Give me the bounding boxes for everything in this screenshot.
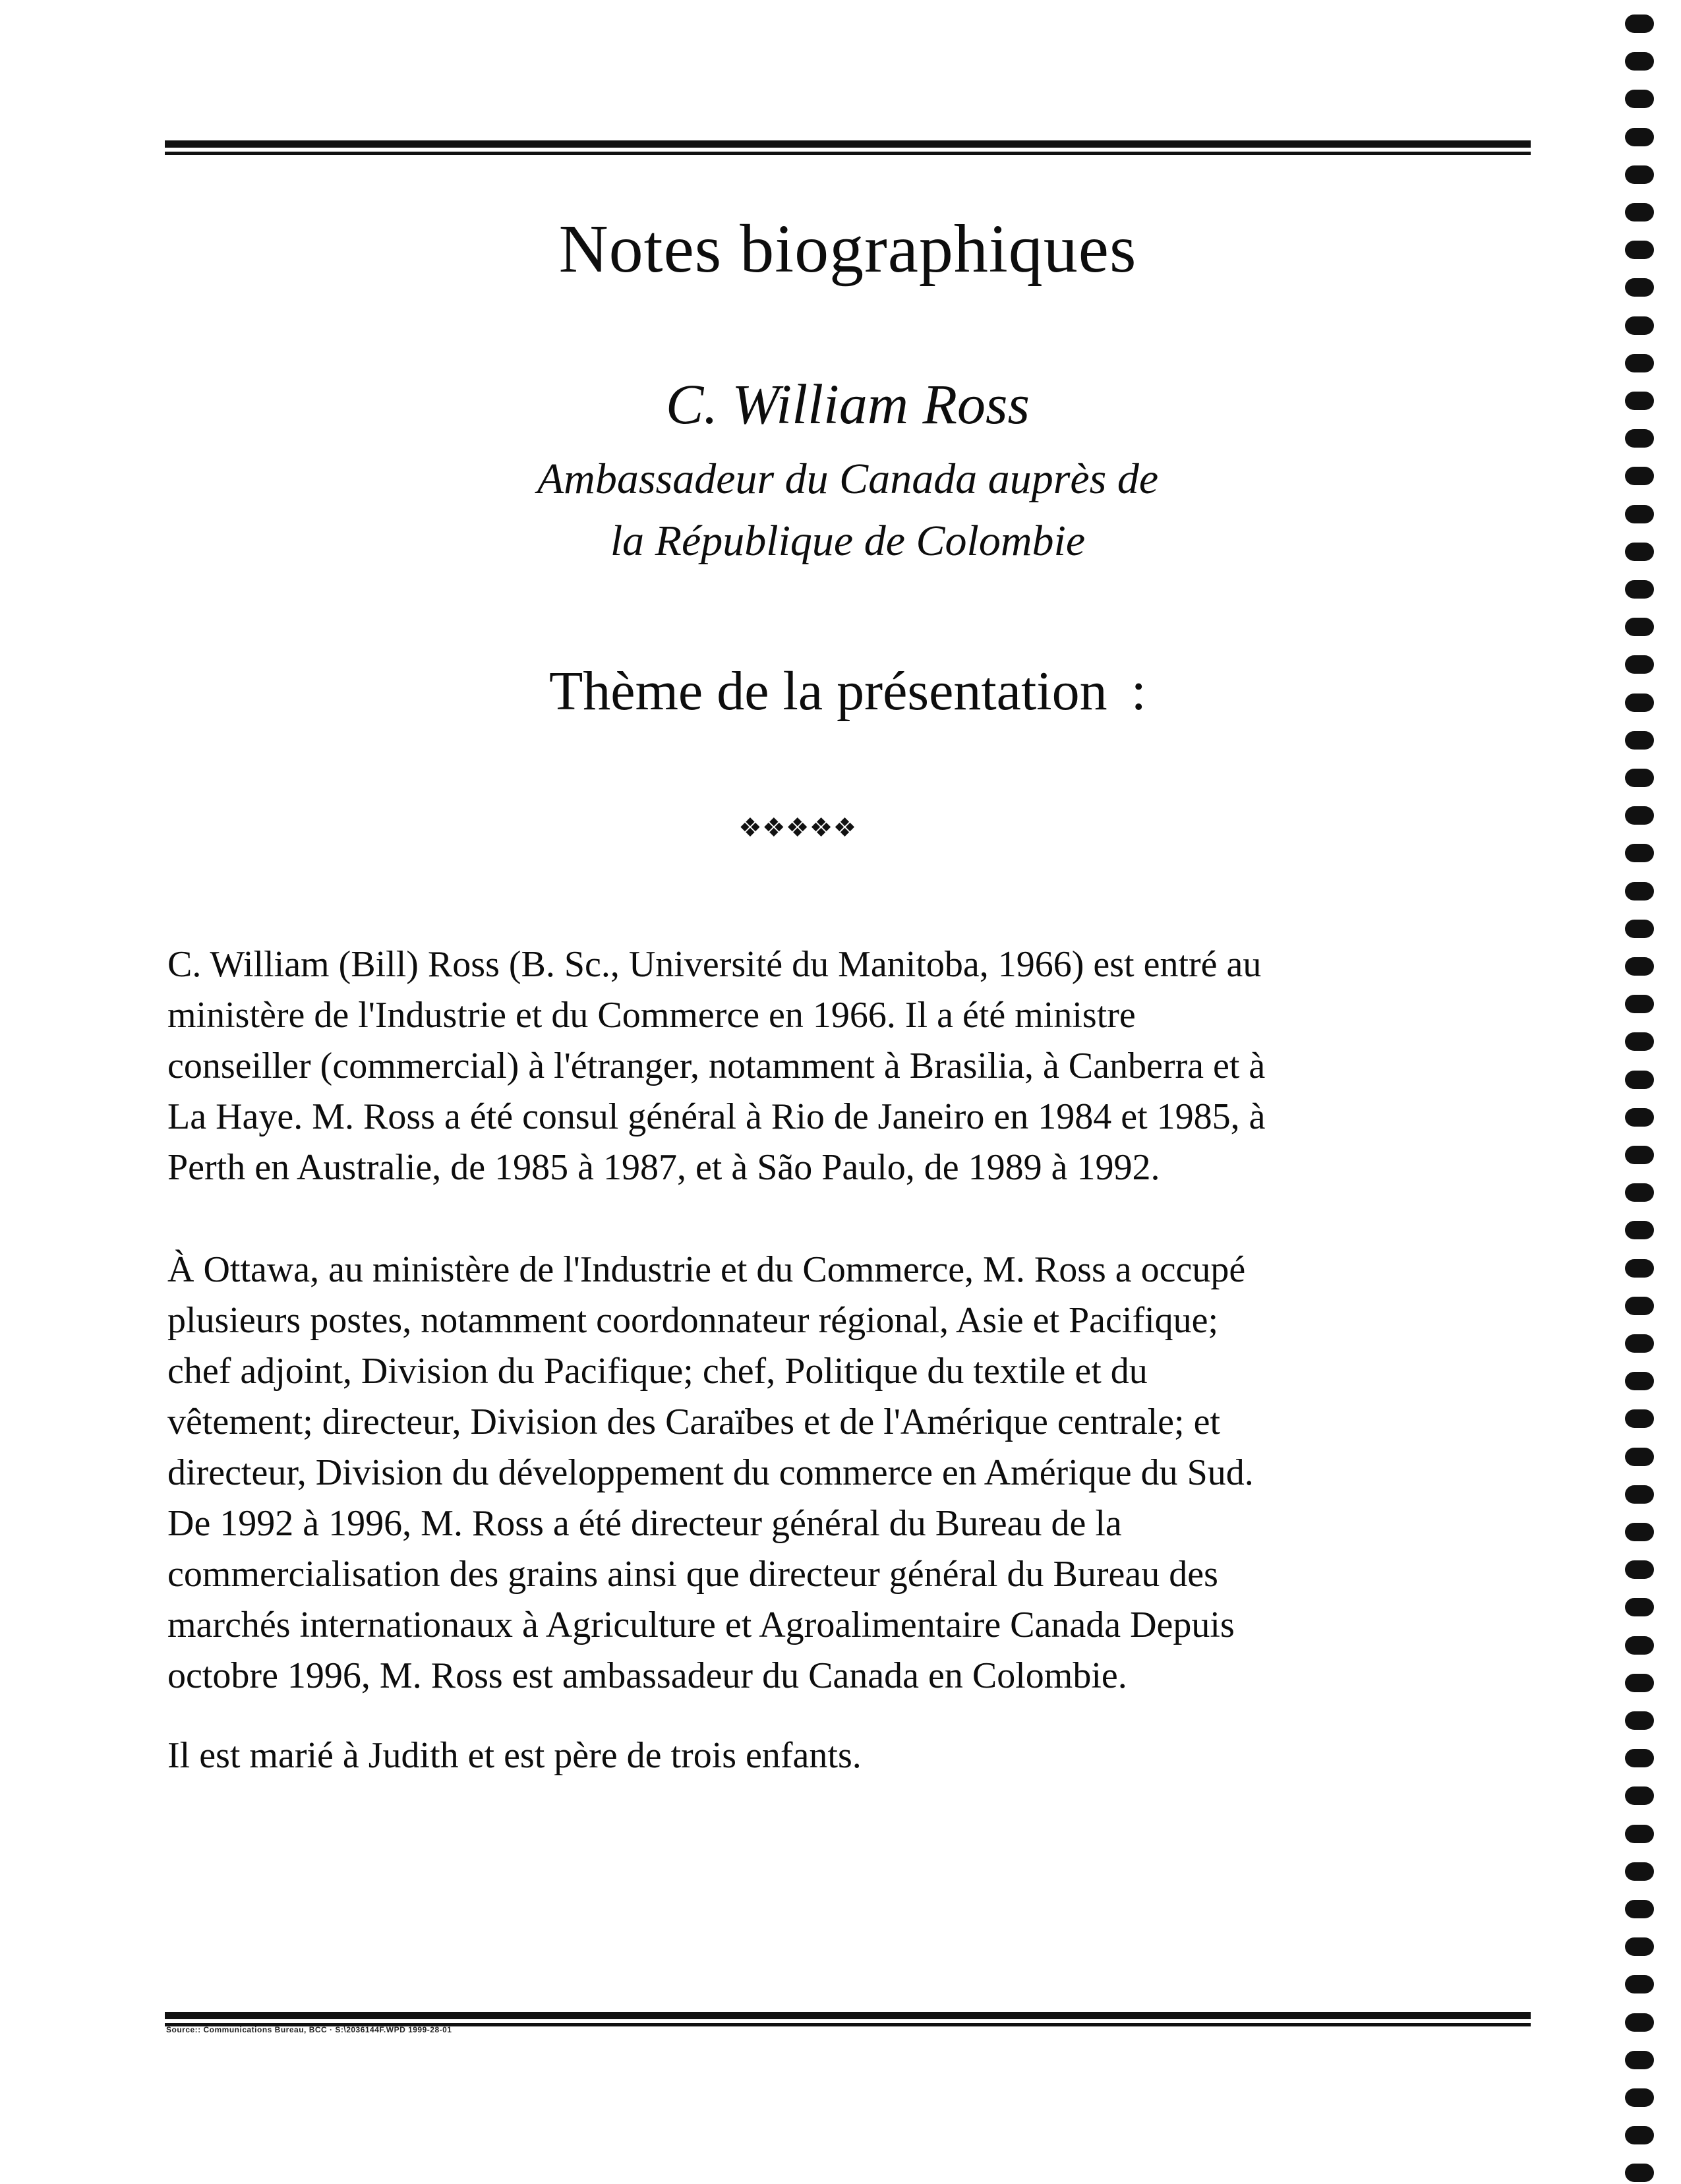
paragraph-line: chef adjoint, Division du Pacifique; chef, Politique du textile et du xyxy=(167,1351,1148,1392)
binding-hole xyxy=(1625,806,1654,825)
biography-paragraph-3 xyxy=(167,1730,1532,1781)
binding-hole xyxy=(1625,1259,1654,1278)
binding-hole xyxy=(1625,1523,1654,1541)
paragraph-line: La Haye. M. Ross a été consul général à Rio de Janeiro en 1984 et 1985, à xyxy=(167,1096,1266,1137)
binding-hole xyxy=(1625,1108,1654,1127)
binding-hole xyxy=(1625,1900,1654,1918)
binding-hole xyxy=(1625,731,1654,750)
paragraph-line: Perth en Australie, de 1985 à 1987, et à São Paulo, de 1989 à 1992. xyxy=(167,1147,1160,1188)
binding-hole xyxy=(1625,1146,1654,1164)
paragraph-line: marchés internationaux à Agriculture et Agroalimentaire Canada Depuis xyxy=(167,1605,1235,1645)
binding-hole xyxy=(1625,543,1654,561)
person-name: C. William Ross xyxy=(666,372,1030,436)
paragraph-line: directeur, Division du développement du commerce en Amérique du Sud. xyxy=(167,1452,1254,1493)
binding-hole xyxy=(1625,278,1654,297)
binding-hole xyxy=(1625,316,1654,335)
paragraph-line: À Ottawa, au ministère de l'Industrie et du Commerce, M. Ross a occupé xyxy=(167,1249,1246,1290)
theme-label: Thème de la présentation xyxy=(549,661,1107,722)
role-line-2: la République de Colombie xyxy=(610,517,1086,565)
binding-hole xyxy=(1625,844,1654,862)
paragraph-line: vêtement; directeur, Division des Caraïbes et de l'Amérique centrale; et xyxy=(167,1402,1221,1442)
biography-paragraph-1 xyxy=(167,939,1532,1193)
binding-hole xyxy=(1625,1711,1654,1730)
binding-hole xyxy=(1625,2051,1654,2069)
binding-hole xyxy=(1625,1183,1654,1202)
binding-hole xyxy=(1625,1937,1654,1956)
binding-hole xyxy=(1625,1372,1654,1390)
paragraph-line: conseiller (commercial) à l'étranger, notamment à Brasilia, à Canberra et à xyxy=(167,1046,1266,1086)
binding-hole xyxy=(1625,52,1654,71)
binding-hole xyxy=(1625,655,1654,674)
document-title: Notes biographiques xyxy=(558,211,1137,287)
binding-hole xyxy=(1625,128,1654,146)
binding-hole xyxy=(1625,2088,1654,2107)
binding-hole xyxy=(1625,580,1654,599)
binding-hole xyxy=(1625,1636,1654,1655)
paragraph-line: commercialisation des grains ainsi que directeur général du Bureau des xyxy=(167,1554,1218,1595)
binding-hole xyxy=(1625,392,1654,410)
binding-hole xyxy=(1625,1862,1654,1881)
binding-hole xyxy=(1625,1825,1654,1843)
bottom-double-rule xyxy=(165,2012,1531,2026)
binding-hole xyxy=(1625,1749,1654,1767)
binding-hole xyxy=(1625,241,1654,259)
binding-hole xyxy=(1625,1448,1654,1466)
theme-colon: : xyxy=(1131,661,1146,722)
binding-hole xyxy=(1625,694,1654,712)
binding-hole xyxy=(1625,1975,1654,1993)
binding-hole xyxy=(1625,1485,1654,1504)
binding-hole xyxy=(1625,467,1654,485)
binding-hole xyxy=(1625,2013,1654,2032)
presentation-theme xyxy=(165,659,1531,723)
binding-hole xyxy=(1625,920,1654,938)
biography-paragraph-2 xyxy=(167,1245,1532,1701)
binding-hole xyxy=(1625,618,1654,636)
person-role xyxy=(165,448,1531,572)
binding-hole xyxy=(1625,15,1654,33)
binding-hole xyxy=(1625,769,1654,787)
binding-hole xyxy=(1625,1334,1654,1353)
source-footer: Source:: Communications Bureau, BCC · S:\2036144F.WPD 1999-28-01 xyxy=(166,2025,452,2034)
binding-hole xyxy=(1625,165,1654,184)
paragraph-line: ministère de l'Industrie et du Commerce en 1966. Il a été ministre xyxy=(167,995,1136,1036)
binding-hole xyxy=(1625,505,1654,523)
binding-hole xyxy=(1625,354,1654,372)
binding-hole xyxy=(1625,1297,1654,1315)
binding-hole xyxy=(1625,1560,1654,1579)
binding-hole xyxy=(1625,203,1654,221)
binding-hole xyxy=(1625,2164,1654,2182)
binding-hole xyxy=(1625,1598,1654,1616)
binding-hole xyxy=(1625,1674,1654,1692)
binding-hole xyxy=(1625,1221,1654,1239)
top-double-rule xyxy=(165,140,1531,155)
paragraph-line: Il est marié à Judith et est père de trois enfants. xyxy=(167,1735,862,1776)
paragraph-line: De 1992 à 1996, M. Ross a été directeur général du Bureau de la xyxy=(167,1503,1122,1544)
binding-hole xyxy=(1625,957,1654,976)
binding-hole xyxy=(1625,1409,1654,1428)
binding-hole xyxy=(1625,2126,1654,2144)
paragraph-line: C. William (Bill) Ross (B. Sc., Université du Manitoba, 1966) est entré au xyxy=(167,944,1262,985)
role-line-1: Ambassadeur du Canada auprès de xyxy=(537,455,1159,503)
paragraph-line: plusieurs postes, notamment coordonnateur régional, Asie et Pacifique; xyxy=(167,1300,1219,1341)
binding-hole xyxy=(1625,1032,1654,1051)
binding-hole xyxy=(1625,429,1654,448)
binding-hole xyxy=(1625,882,1654,900)
binding-hole xyxy=(1625,90,1654,108)
binding-hole xyxy=(1625,1071,1654,1089)
binding-holes xyxy=(1625,0,1665,2184)
binding-hole xyxy=(1625,995,1654,1013)
binding-hole xyxy=(1625,1786,1654,1805)
ornament-divider: ❖❖❖❖❖ xyxy=(738,813,857,842)
paragraph-line: octobre 1996, M. Ross est ambassadeur du Canada en Colombie. xyxy=(167,1655,1127,1696)
